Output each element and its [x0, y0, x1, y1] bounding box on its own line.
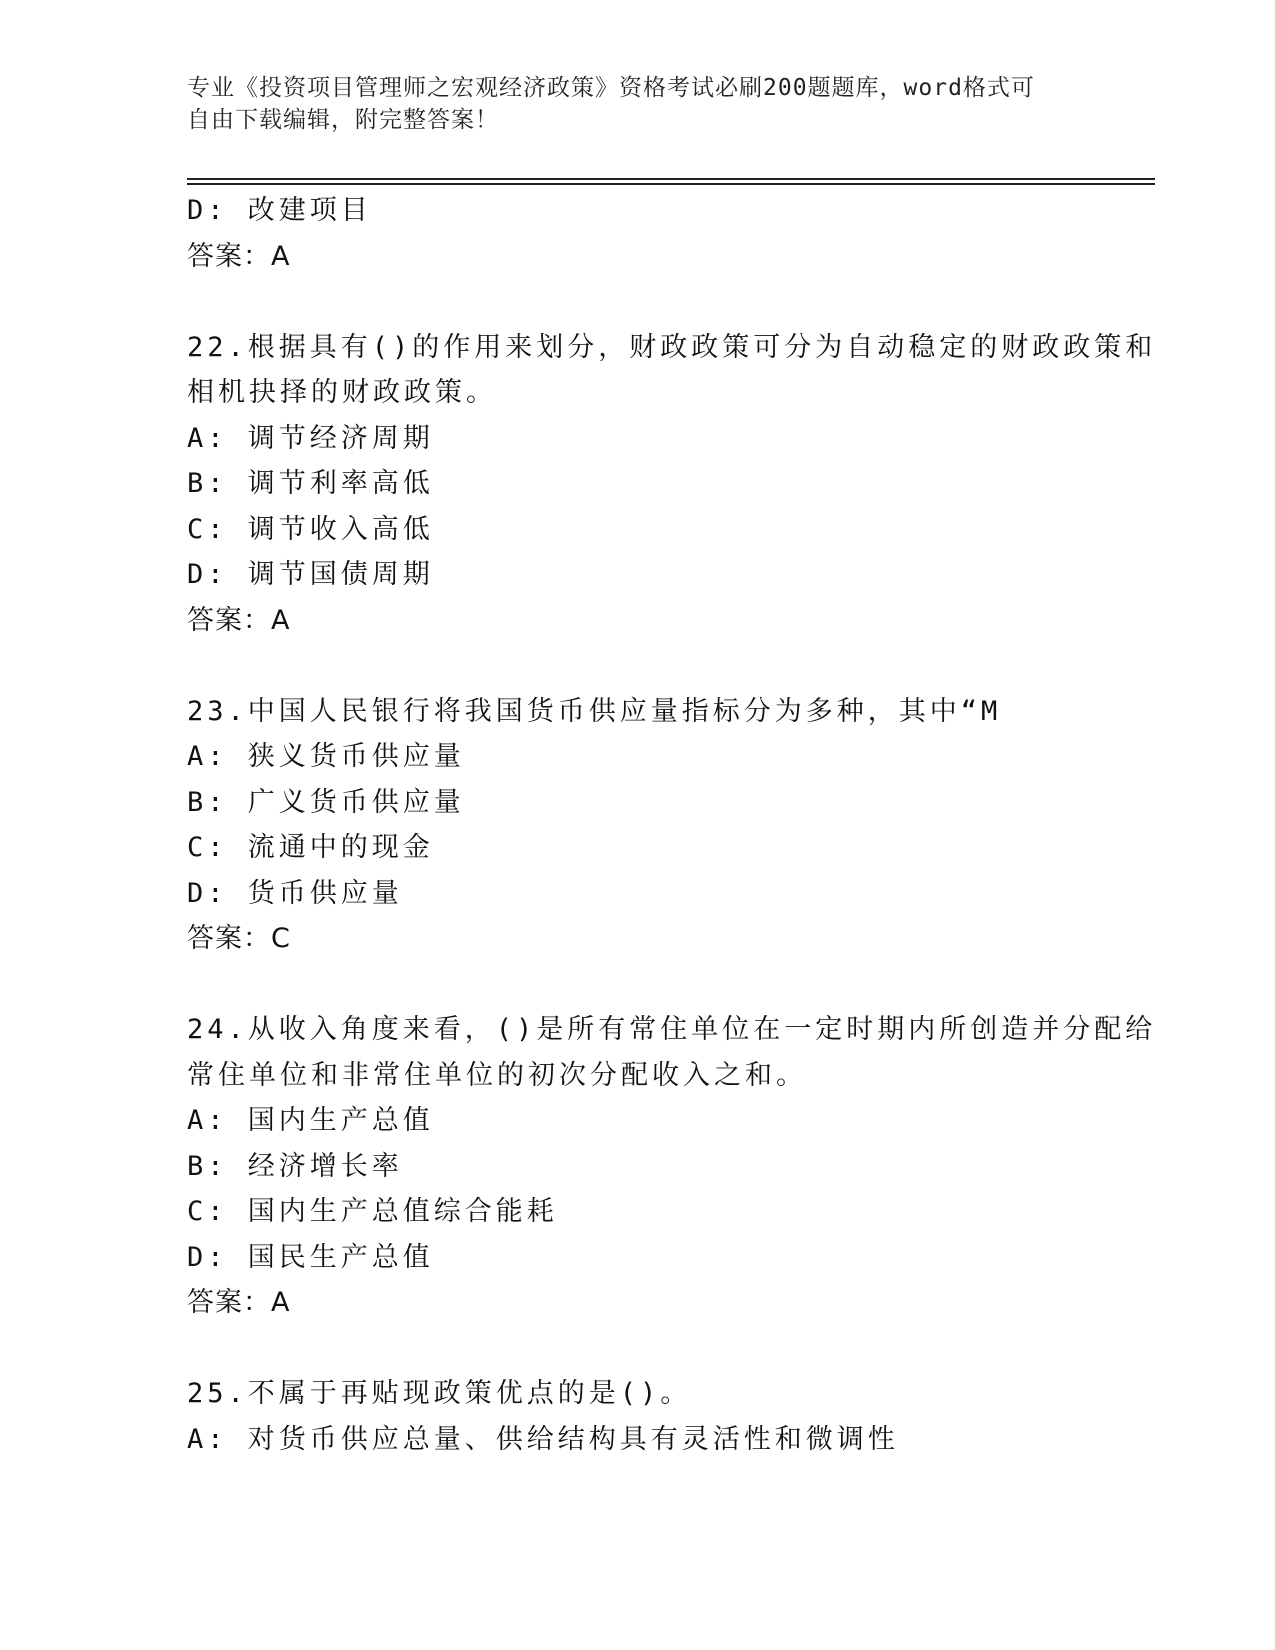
- question-22: [187, 325, 1157, 644]
- option-b: B: 调节利率高低: [187, 468, 434, 499]
- spacer: [187, 962, 1107, 1008]
- question-24: [187, 1007, 1157, 1326]
- option-a: A: 国内生产总值: [187, 1105, 434, 1136]
- document-header: [187, 72, 1087, 136]
- spacer: [187, 279, 1107, 325]
- option-a: A: 狭义货币供应量: [187, 741, 465, 772]
- spacer: [187, 643, 1107, 689]
- carryover-block: [187, 188, 1107, 279]
- option-c: C: 国内生产总值综合能耗: [187, 1196, 558, 1227]
- spacer: [187, 1326, 1107, 1372]
- option-a: A: 调节经济周期: [187, 422, 434, 454]
- question-stem-continued: 常住单位和非常住单位的初次分配收入之和。: [187, 1059, 807, 1091]
- question-stem: 25.不属于再贴现政策优点的是()。: [187, 1378, 692, 1409]
- question-23: [187, 689, 1107, 962]
- header-line-1: 专业《投资项目管理师之宏观经济政策》资格考试必刷200题题库，word格式可: [187, 75, 1035, 101]
- question-stem: 24.从收入角度来看，()是所有常住单位在一定时期内所创造并分配给: [187, 1014, 1157, 1045]
- option-c: C: 流通中的现金: [187, 832, 434, 863]
- answer-line: 答案：A: [187, 604, 291, 636]
- option-d: D: 货币供应量: [187, 877, 403, 909]
- option-a: A: 对货币供应总量、供给结构具有灵活性和微调性: [187, 1423, 899, 1455]
- question-list: [187, 188, 1157, 1462]
- answer-line: 答案：C: [187, 923, 291, 954]
- option-d: D: 国民生产总值: [187, 1241, 434, 1273]
- header-line-2: 自由下载编辑，附完整答案！: [187, 107, 499, 133]
- option-b: B: 广义货币供应量: [187, 786, 465, 818]
- question-25: [187, 1371, 1107, 1462]
- answer-line: 答案：A: [187, 1287, 291, 1318]
- question-stem: 22.根据具有()的作用来划分，财政政策可分为自动稳定的财政政策和: [187, 331, 1157, 363]
- header-divider-top: [187, 178, 1155, 180]
- header-divider-bottom: [187, 183, 1155, 185]
- question-stem-continued: 相机抉择的财政政策。: [187, 377, 497, 408]
- option-d: D: 改建项目: [187, 195, 372, 226]
- option-b: B: 经济增长率: [187, 1150, 403, 1182]
- option-c: C: 调节收入高低: [187, 513, 434, 545]
- option-d: D: 调节国债周期: [187, 559, 434, 590]
- answer-line: 答案：A: [187, 240, 291, 272]
- question-stem: 23.中国人民银行将我国货币供应量指标分为多种，其中“M: [187, 695, 1002, 727]
